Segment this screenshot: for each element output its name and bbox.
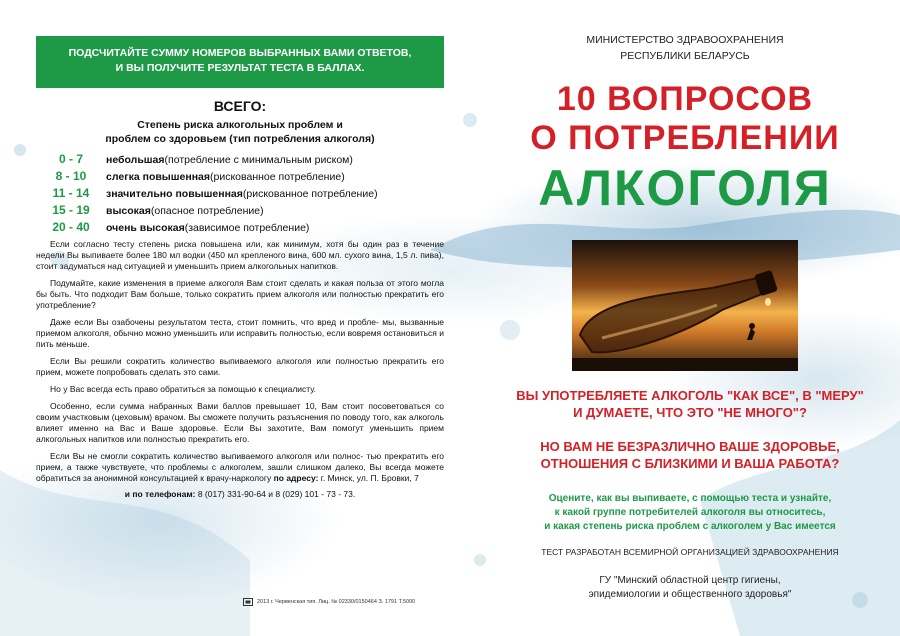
risk-level-row	[36, 203, 444, 220]
prompt-line: Оцените, как вы выпиваете, с помощью теста и узнайте,	[548, 493, 832, 504]
risk-subtitle-line: Степень риска алкогольных проблем и	[137, 119, 343, 131]
address-value: г. Минск, ул. П. Бровки, 7	[318, 473, 419, 483]
test-prompt	[490, 492, 890, 534]
ministry-line: МИНИСТЕРСТВО ЗДРАВООХРАНЕНИЯ	[586, 34, 784, 46]
total-heading: ВСЕГО:	[213, 98, 267, 114]
score-range: 20 - 40	[52, 220, 90, 234]
advice-paragraph: Если Вы решили сократить количество выпиваемого алкоголя или полностью прекратить его прием, можете попробовать сделать это сами.	[36, 356, 444, 377]
risk-desc: высокая	[106, 205, 151, 217]
score-range: 15 - 19	[52, 203, 90, 217]
phone-label: и по телефонам:	[124, 489, 196, 499]
advice-paragraph: Даже если Вы озабочены результатом теста, стоит помнить, что вред и пробле- мы, вызванные приемом алкоголя, обычно можно уменьшить или исправить полностью, если вовремя остановиться и пить меньше.	[36, 317, 444, 349]
score-range: 8 - 10	[55, 169, 87, 183]
score-range: 11 - 14	[52, 186, 90, 200]
risk-note: (зависимое потребление)	[184, 222, 310, 234]
title-line-1: 10 ВОПРОСОВ	[556, 80, 814, 118]
question-line: НО ВАМ НЕ БЕЗРАЗЛИЧНО ВАШЕ ЗДОРОВЬЕ,	[540, 439, 840, 454]
risk-note: (рискованное потребление)	[242, 188, 378, 200]
phone-numbers: 8 (017) 331-90-64 и 8 (029) 101 - 73 - 73.	[195, 489, 356, 499]
org-line: эпидемиологии и общественного здоровья"	[588, 589, 792, 600]
risk-level-row	[36, 169, 444, 186]
instruction-line: И ВЫ ПОЛУЧИТЕ РЕЗУЛЬТАТ ТЕСТА В БАЛЛАХ.	[115, 62, 365, 74]
prompt-line: к какой группе потребителей алкоголя вы относитесь,	[554, 507, 826, 518]
who-credit: ТЕСТ РАЗРАБОТАН ВСЕМИРНОЙ ОРГАНИЗАЦИЕЙ ЗДРАВООХРАНЕНИЯ	[541, 547, 839, 557]
risk-level-row	[36, 220, 444, 237]
risk-level-row	[36, 186, 444, 203]
question-line: И ДУМАЕТЕ, ЧТО ЭТО "НЕ МНОГО"?	[573, 405, 807, 420]
advice-paragraph: Если согласно тесту степень риска повышена или, как минимум, хотя бы один раз в течение недели Вы выпиваете более 180 мл водки (450 мл крепленого вина, 600 мл. сухого вина, 1,5 л. пива), стоит задуматься над ситуацией и уменьшить прием алкогольных напитков.	[36, 239, 444, 271]
risk-subtitle-line: проблем со здоровьем (тип потребления алкоголя)	[105, 133, 375, 145]
prompt-line: и какая степень риска проблем с алкоголем у Вас имеется	[544, 521, 836, 532]
address-label: по адресу:	[273, 473, 319, 483]
risk-subtitle	[36, 118, 444, 146]
risk-desc: значительно повышенная	[106, 188, 243, 200]
risk-level-row	[36, 152, 444, 169]
ministry-line: РЕСПУБЛИКИ БЕЛАРУСЬ	[620, 50, 750, 62]
contact-text: Если Вы не смогли сократить количество выпиваемого алкоголя или полнос- тью прекратить его прием, а также чувствуете, что проблемы с алкоголем, зашли слишком далеко, Вы всегда можете обратиться за анонимной консультацией к врачу-наркологу	[36, 451, 444, 483]
title-line-2: О ПОТРЕБЛЕНИИ	[530, 119, 840, 157]
question-line: ОТНОШЕНИЯ С БЛИЗКИМИ И ВАША РАБОТА?	[540, 456, 840, 471]
bottle-photo	[572, 240, 798, 371]
print-info	[243, 598, 415, 606]
risk-note: (рискованное потребление)	[210, 171, 345, 183]
question-line: ВЫ УПОТРЕБЛЯЕТЕ АЛКОГОЛЬ "КАК ВСЕ", В "МЕРУ"	[516, 388, 864, 403]
left-column	[36, 36, 444, 499]
advice-paragraph: Но у Вас всегда есть право обратиться за помощью к специалисту.	[50, 384, 317, 394]
organization-credit	[560, 574, 820, 602]
question-block-2	[490, 438, 890, 472]
phone-line	[36, 489, 444, 499]
risk-note: (потребление с минимальным риском)	[164, 154, 353, 166]
advice-paragraph: Особенно, если сумма набранных Вами баллов превышает 10, Вам стоит посоветоваться со своим участковым (цеховым) врачом. Вы сможете получить разъяснения по поводу того, как алкоголь влияет именно на Вас и Ваше здоровье. Если Вы захотите, Вам помогут уменьшить прием алкогольных напитков или полностью прекратить его.	[36, 401, 444, 444]
instruction-line: ПОДСЧИТАЙТЕ СУММУ НОМЕРОВ ВЫБРАННЫХ ВАМИ ОТВЕТОВ,	[68, 47, 412, 59]
risk-desc: небольшая	[106, 154, 165, 166]
risk-levels	[36, 152, 444, 237]
advice-paragraph: Подумайте, какие изменения в приеме алкоголя Вам стоит сделать и какая польза от этого могла бы быть. Что подходит Вам больше, только сократить прием алкоголя или полностью прекратить его употребление?	[36, 278, 444, 310]
print-info-text: 2013 г. Червенская тип. Лиц. № 02330/0150464 З. 1791 Т.5000	[257, 599, 416, 605]
instruction-banner	[36, 36, 444, 88]
contact-paragraph	[36, 451, 444, 484]
org-line: ГУ "Минский областной центр гигиены,	[599, 575, 781, 586]
risk-desc: очень высокая	[106, 222, 185, 234]
printer-logo-icon	[243, 598, 253, 606]
risk-note: (опасное потребление)	[150, 205, 264, 217]
risk-desc: слегка повышенная	[106, 171, 211, 183]
title-line-3: АЛКОГОЛЯ	[538, 160, 832, 216]
score-range: 0 - 7	[58, 152, 83, 166]
question-block-1	[490, 387, 890, 421]
ministry-header	[550, 32, 820, 64]
